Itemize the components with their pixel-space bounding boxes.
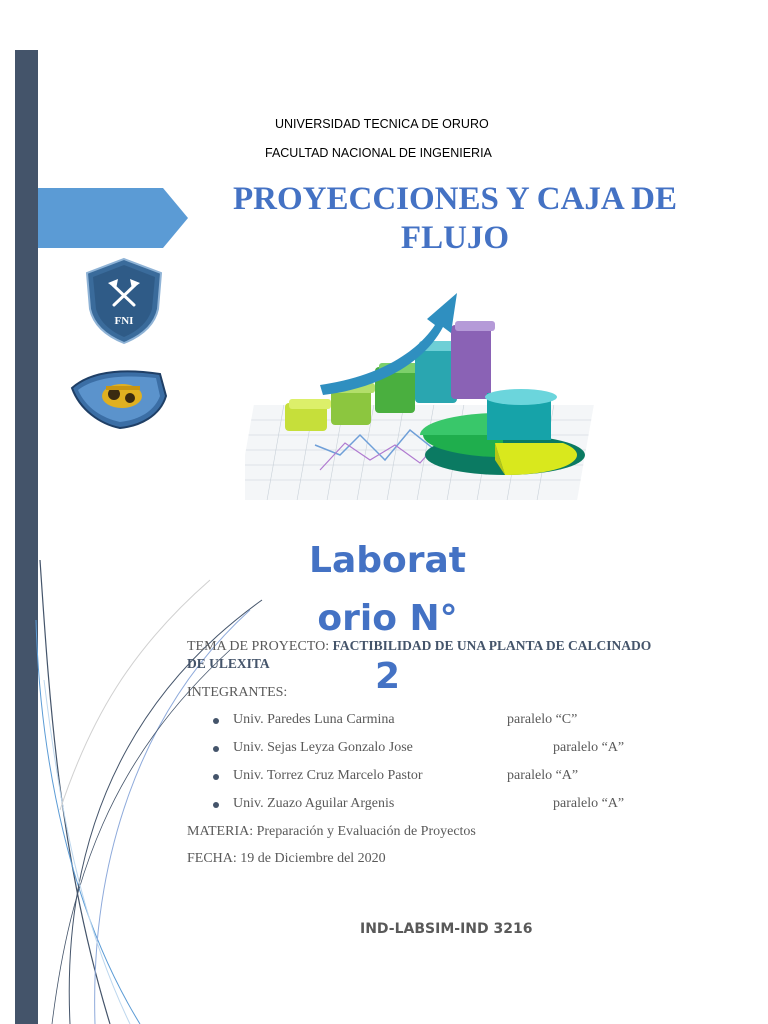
lab-title-line-1: Laborat bbox=[309, 540, 466, 581]
project-value-line-2: DE ULEXITA bbox=[187, 656, 270, 671]
fni-shield-icon bbox=[84, 257, 164, 345]
title-line-1: PROYECCIONES Y CAJA DE bbox=[232, 181, 678, 217]
chart-illustration bbox=[245, 285, 620, 510]
lab-title-line-3: 2 bbox=[374, 656, 401, 697]
university-name: UNIVERSIDAD TECNICA DE ORURO bbox=[275, 117, 489, 131]
shield-text: FNI bbox=[114, 315, 134, 327]
lab-title bbox=[295, 532, 480, 706]
member-paralelo: paralelo “A” bbox=[553, 740, 625, 755]
member-name: Univ. Paredes Luna Carmina bbox=[233, 712, 395, 727]
banner-arrow bbox=[38, 188, 188, 248]
bullet-icon bbox=[213, 746, 219, 752]
member-paralelo: paralelo “A” bbox=[553, 796, 625, 811]
course-code: IND-LABSIM-IND 3216 bbox=[360, 921, 533, 937]
date-line: FECHA: 19 de Diciembre del 2020 bbox=[187, 851, 386, 866]
member-name: Univ. Zuazo Aguilar Argenis bbox=[233, 796, 395, 811]
project-topic bbox=[187, 638, 651, 655]
member-name: Univ. Torrez Cruz Marcelo Pastor bbox=[233, 768, 423, 783]
member-paralelo: paralelo “C” bbox=[507, 712, 578, 727]
project-value-line-1: FACTIBILIDAD DE UNA PLANTA DE CALCINADO bbox=[332, 638, 652, 653]
page-title bbox=[170, 180, 740, 258]
emblem-icon bbox=[70, 366, 170, 430]
bullet-icon bbox=[213, 802, 219, 808]
project-label: TEMA DE PROYECTO: bbox=[187, 639, 330, 654]
member-paralelo: paralelo “A” bbox=[507, 768, 579, 783]
members-label: INTEGRANTES: bbox=[187, 685, 288, 700]
lab-title-line-2: orio N° bbox=[317, 598, 458, 639]
member-name: Univ. Sejas Leyza Gonzalo Jose bbox=[233, 740, 413, 755]
faculty-name: FACULTAD NACIONAL DE INGENIERIA bbox=[265, 146, 492, 160]
bullet-icon bbox=[213, 774, 219, 780]
decorative-curves bbox=[0, 560, 280, 1024]
bullet-icon bbox=[213, 718, 219, 724]
title-line-2: FLUJO bbox=[400, 220, 510, 256]
subject-line: MATERIA: Preparación y Evaluación de Proyectos bbox=[187, 824, 476, 839]
